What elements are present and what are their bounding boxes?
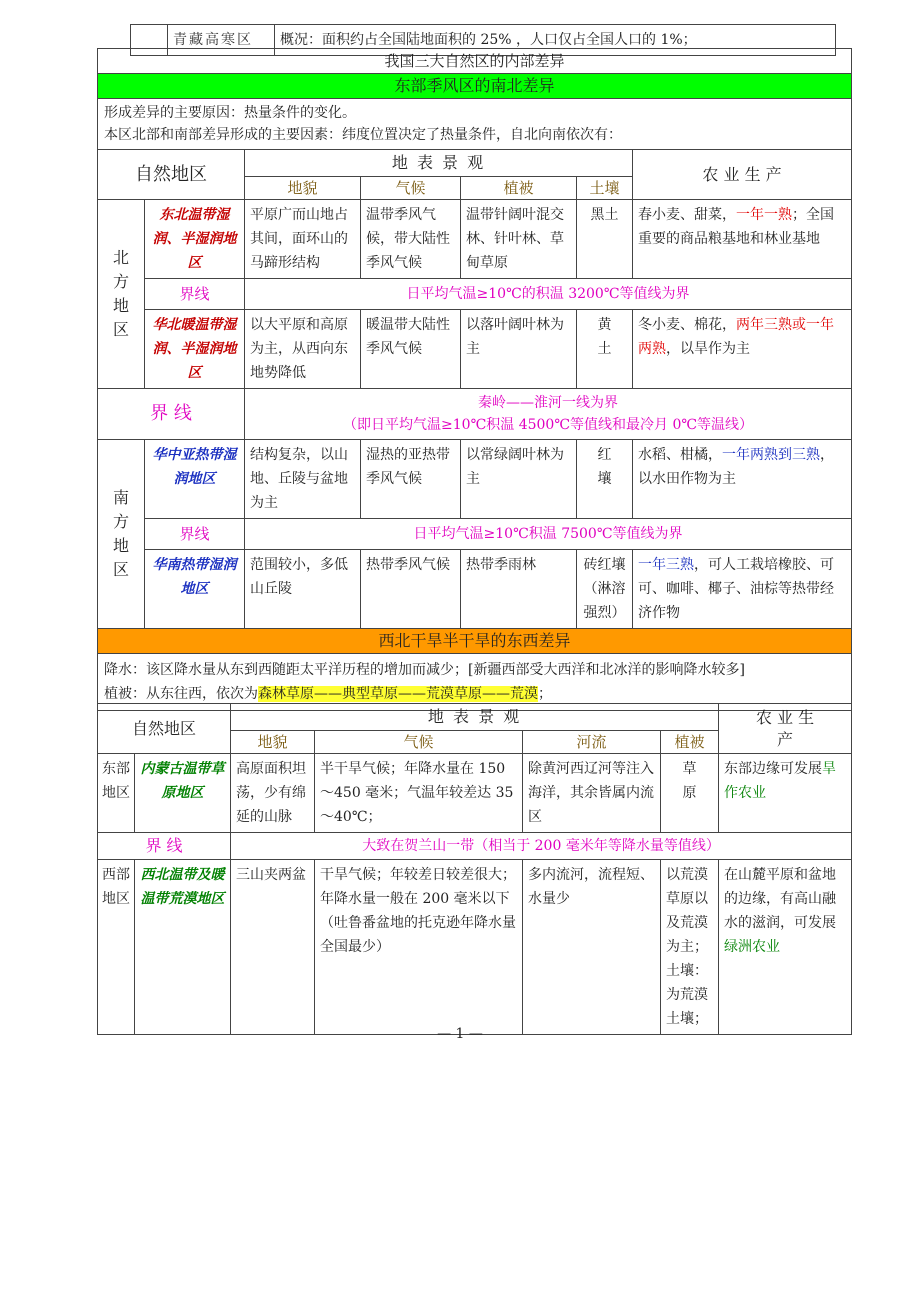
region-inner-mongolia: 内蒙古温带草原地区	[135, 754, 231, 833]
north-label: 北方地区	[98, 200, 145, 389]
ne-agri-c: ；全国重要的商品粮基地和林业基地	[638, 207, 834, 247]
w-col-agri: 农 业 生 产	[719, 704, 852, 754]
east-intro-2: 本区北部和南部差异形成的主要因素：纬度位置决定了热量条件，自北向南依次有：	[104, 127, 622, 143]
im-terrain: 高原面积坦荡，少有绵延的山脉	[231, 754, 315, 833]
w-boundary-label: 界 线	[98, 833, 231, 860]
ne-agri-b: 一年一熟	[736, 207, 792, 223]
col-agri: 农 业 生 产	[633, 150, 852, 200]
west-intro-1: 降水：该区降水量从东到西随距太平洋历程的增加而减少；[新疆西部受大西洋和北冰洋的影响降水较多]	[104, 662, 745, 678]
w-col-region: 自然地区	[98, 704, 231, 754]
sc-climate: 热带季风气候	[361, 550, 461, 629]
page-number: — 1 —	[437, 1026, 483, 1042]
sc-vegetation: 热带季雨林	[461, 550, 577, 629]
im-climate: 半干旱气候；年降水量在 150～450 毫米；气温年较差达 35～40℃；	[315, 754, 523, 833]
w-boundary: 大致在贺兰山一带（相当于 200 毫米年等降水量等值线）	[231, 833, 852, 860]
ne-agri-a: 春小麦、甜菜，	[638, 207, 736, 223]
region-northwest-desert: 西北温带及暖温带荒漠地区	[135, 860, 231, 1035]
nw-vegetation: 以荒漠草原以及荒漠为主；土壤：为荒漠土壤；	[661, 860, 719, 1035]
cc-agri-a: 水稻、柑橘，	[638, 447, 722, 463]
boundary1-label: 界线	[145, 279, 245, 310]
w-col-landscape: 地 表 景 观	[231, 704, 719, 731]
boundary1: 日平均气温≥10℃的积温 3200℃等值线为界	[245, 279, 852, 310]
nc-agri-a: 冬小麦、棉花，	[638, 317, 736, 333]
im-agri-b: 旱作农业	[724, 761, 837, 801]
col-climate: 气候	[361, 177, 461, 200]
sc-agri-b: 一年三熟	[638, 557, 694, 573]
boundary2-line2: （即日平均气温≥10℃积温 4500℃等值线和最冷月 0℃等温线）	[343, 417, 754, 433]
ne-climate: 温带季风气候，带大陆性季风气候	[361, 200, 461, 279]
east-intro-1: 形成差异的主要原因：热量条件的变化。	[104, 105, 356, 121]
sc-soil: 砖红壤（淋溶强烈）	[577, 550, 633, 629]
nw-climate: 干旱气候；年较差日较差很大；年降水量一般在 200 毫米以下（吐鲁番盆地的托克逊年降水量全国最少）	[315, 860, 523, 1035]
cc-agri-b: 一年两熟到三熟	[722, 447, 820, 463]
w-col-climate: 气候	[315, 731, 523, 754]
cc-vegetation: 以常绿阔叶林为主	[461, 440, 577, 519]
col-terrain: 地貌	[245, 177, 361, 200]
region-north-china: 华北暖温带湿润、半湿润地区	[145, 310, 245, 389]
sc-agri-c: ，可人工栽培橡胶、可可、咖啡、椰子、油棕等热带经济作物	[638, 557, 834, 621]
w-col-river: 河流	[523, 731, 661, 754]
sc-agri	[633, 550, 852, 629]
sc-terrain: 范围较小，多低山丘陵	[245, 550, 361, 629]
nc-agri	[633, 310, 852, 389]
south-label: 南方地区	[98, 440, 145, 629]
nw-river: 多内流河，流程短、水量少	[523, 860, 661, 1035]
col-landscape: 地 表 景 观	[245, 150, 633, 177]
west-table	[97, 703, 852, 1035]
ne-agri	[633, 200, 852, 279]
qingzang-label: 青藏高寒区	[168, 25, 275, 56]
col-soil: 土壤	[577, 177, 633, 200]
west-west-label: 西部地区	[98, 860, 135, 1035]
nc-agri-b: 两年三熟或一年两熟	[638, 317, 834, 357]
west-east-label: 东部地区	[98, 754, 135, 833]
page-title: 我国三大自然区的内部差异	[98, 49, 852, 74]
boundary3: 日平均气温≥10℃积温 7500℃等值线为界	[245, 519, 852, 550]
nc-climate: 暖温带大陆性季风气候	[361, 310, 461, 389]
col-region: 自然地区	[98, 150, 245, 200]
region-south-china: 华南热带湿润地区	[145, 550, 245, 629]
ne-soil: 黑土	[577, 200, 633, 279]
cc-agri	[633, 440, 852, 519]
im-river: 除黄河西辽河等注入海洋，其余皆属内流区	[523, 754, 661, 833]
boundary2-line1: 秦岭——淮河一线为界	[478, 395, 619, 411]
west-intro-2c: ；	[538, 686, 552, 702]
east-table	[97, 48, 852, 711]
cc-climate: 湿热的亚热带季风气候	[361, 440, 461, 519]
ne-vegetation: 温带针阔叶混交林、针叶林、草甸草原	[461, 200, 577, 279]
w-col-terrain: 地貌	[231, 731, 315, 754]
west-intro	[98, 654, 852, 711]
nc-vegetation: 以落叶阔叶林为主	[461, 310, 577, 389]
east-intro	[98, 99, 852, 150]
col-vegetation: 植被	[461, 177, 577, 200]
west-header: 西北干旱半干旱的东西差异	[98, 629, 852, 654]
region-central-china: 华中亚热带湿润地区	[145, 440, 245, 519]
ne-terrain: 平原广而山地占其间，面环山的马蹄形结构	[245, 200, 361, 279]
west-vegetation-sequence: 森林草原——典型草原——荒漠草原——荒漠	[258, 686, 538, 702]
boundary3-label: 界线	[145, 519, 245, 550]
im-vegetation: 草原	[661, 754, 719, 833]
cc-terrain: 结构复杂，以山地、丘陵与盆地为主	[245, 440, 361, 519]
nw-agri	[719, 860, 852, 1035]
nw-agri-b: 绿洲农业	[724, 939, 781, 955]
nc-terrain: 以大平原和高原为主，从西向东地势降低	[245, 310, 361, 389]
cc-soil: 红壤	[577, 440, 633, 519]
qingzang-text: 概况：面积约占全国陆地面积的 25% ，人口仅占全国人口的 1%；	[275, 25, 836, 56]
boundary2	[245, 389, 852, 440]
cc-agri-c: ，以水田作物为主	[638, 447, 834, 487]
east-header: 东部季风区的南北差异	[98, 74, 852, 99]
im-agri	[719, 754, 852, 833]
nc-soil: 黄土	[577, 310, 633, 389]
nc-agri-c: ，以旱作为主	[666, 341, 750, 357]
boundary2-label: 界 线	[98, 389, 245, 440]
im-agri-a: 东部边缘可发展	[724, 761, 823, 777]
west-intro-2a: 植被：从东往西，依次为	[104, 686, 258, 702]
region-northeast: 东北温带湿润、半湿润地区	[145, 200, 245, 279]
nw-terrain: 三山夹两盆	[231, 860, 315, 1035]
nw-agri-a: 在山麓平原和盆地的边缘，有高山融水的滋润，可发展	[724, 867, 837, 931]
w-col-vegetation: 植被	[661, 731, 719, 754]
